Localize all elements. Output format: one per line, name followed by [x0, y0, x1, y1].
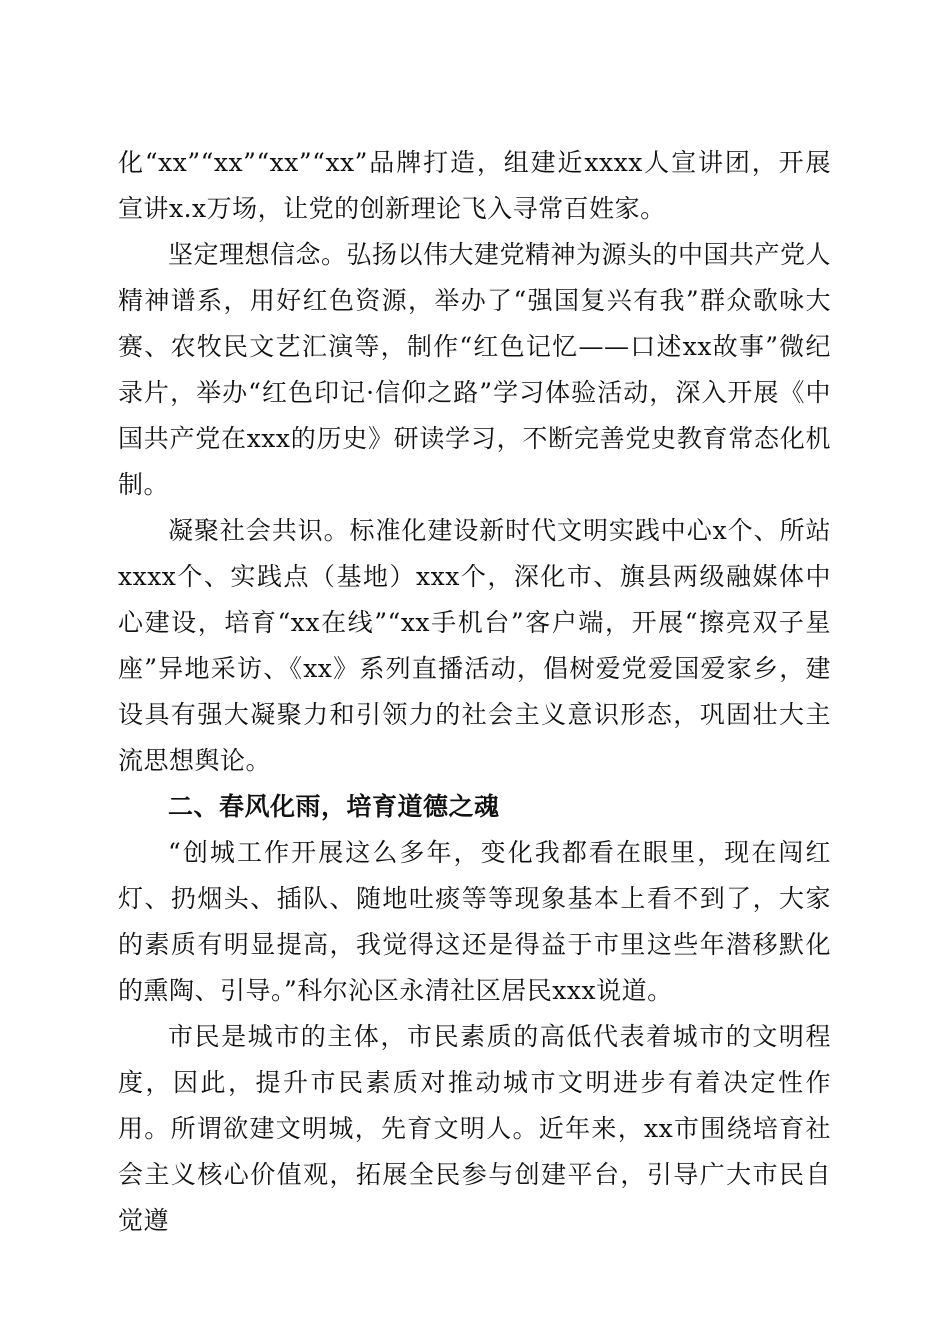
paragraph-consensus: 凝聚社会共识。标准化建设新时代文明实践中心x个、所站xxxx个、实践点（基地）xxx个，深化市、旗县两级融媒体中心建设，培育“xx在线”“xx手机台”客户端，开展“擦亮双子星座”异地采访、《xx》系列直播活动，倡树爱党爱国爱家乡，建设具有强大凝聚力和引领力的社会主义意识形态，巩固壮大主流思想舆论。 — [118, 516, 831, 775]
paragraph-citizen-quality: 市民是城市的主体，市民素质的高低代表着城市的文明程度，因此，提升市民素质对推动城市文明进步有着决定性作用。所谓欲建文明城，先育文明人。近年来，xx市围绕培育社会主义核心价值观，拓展全民参与创建平台，引导广大市民自觉遵 — [118, 1022, 831, 1235]
section-heading: 二、春风化雨，培育道德之魂 — [168, 792, 500, 821]
paragraph-ideals: 坚定理想信念。弘扬以伟大建党精神为源头的中国共产党人精神谱系，用好红色资源，举办了“强国复兴有我”群众歌咏大赛、农牧民文艺汇演等，制作“红色记忆——口述xx故事”微纪录片，举办“红色印记·信仰之路”学习体验活动，深入开展《中国共产党在xxx的历史》研读学习，不断完善党史教育常态化机制。 — [118, 240, 832, 499]
document-page — [118, 140, 831, 1244]
paragraph-resident-quote: “创城工作开展这么多年，变化我都看在眼里，现在闯红灯、扔烟头、插队、随地吐痰等等现象基本上看不到了，大家的素质有明显提高，我觉得这还是得益于市里这些年潜移默化的熏陶、引导。”科尔沁区永清社区居民xxx说道。 — [118, 838, 831, 1005]
paragraph-continuation: 化“xx”“xx”“xx”“xx”品牌打造，组建近xxxx人宣讲团，开展宣讲x.x万场，让党的创新理论飞入寻常百姓家。 — [118, 148, 831, 223]
